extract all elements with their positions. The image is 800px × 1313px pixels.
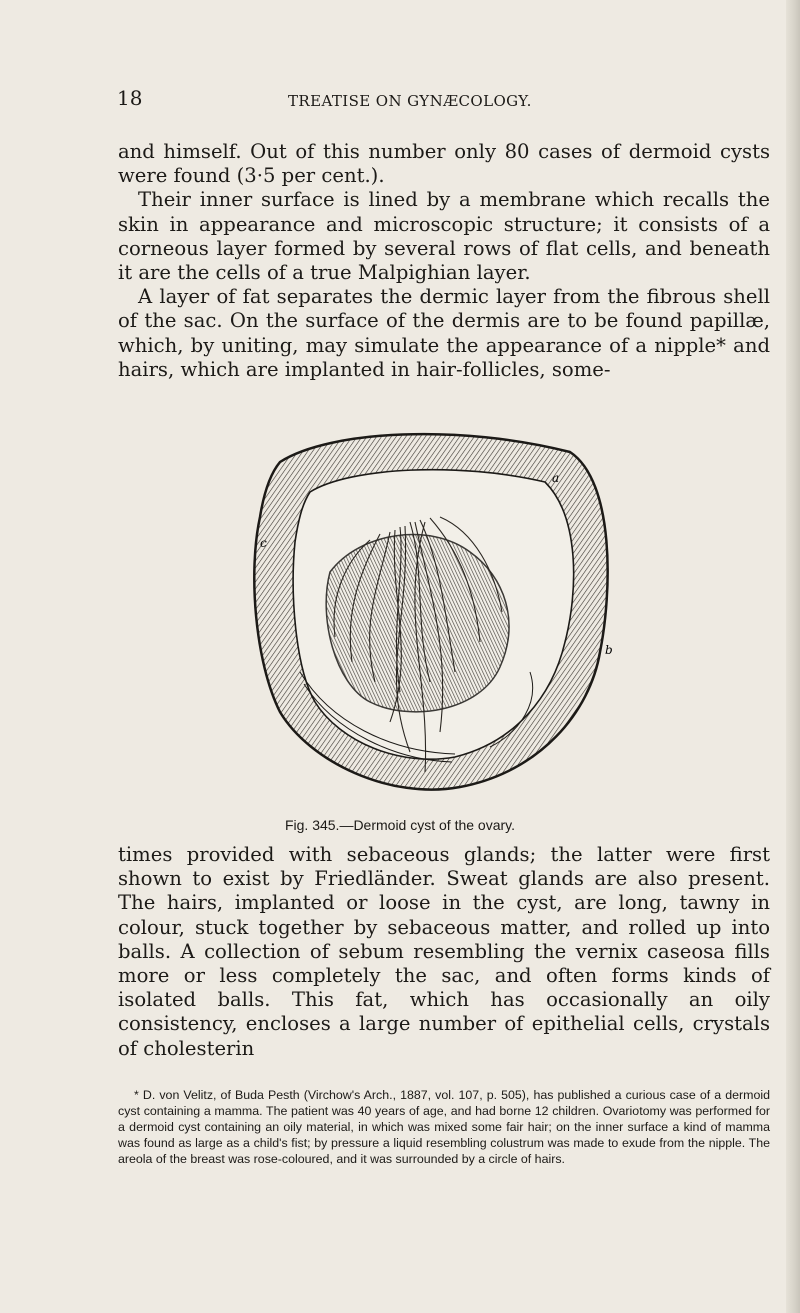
figure-caption: Fig. 345.—Dermoid cyst of the ovary. bbox=[284, 817, 516, 833]
figure-dermoid-cyst bbox=[240, 422, 620, 807]
running-title: TREATISE ON GYNÆCOLOGY. bbox=[288, 92, 532, 110]
paragraph-2: Their inner surface is lined by a membrane which recalls the skin in appearance and microscopic structure; it consists of a corneous layer formed by several rows of flat cells, and beneath it are the cells of a true Malpighian layer. bbox=[118, 188, 770, 285]
body-text-top bbox=[118, 140, 770, 382]
paragraph-4: times provided with sebaceous glands; the latter were first shown to exist by Friedländer. Sweat glands are also present. The hairs, implanted or loose in the cyst, are long, tawny in colour, stuck together by sebaceous matter, and rolled up into balls. A collection of sebum resembling the vernix caseosa fills more or less completely the sac, and often forms kinds of isolated balls. This fat, which has occasionally an oily consistency, encloses a large number of epithelial cells, crystals of cholesterin bbox=[118, 843, 770, 1060]
figure-label-a: a bbox=[552, 471, 560, 485]
page-edge-shadow bbox=[786, 0, 800, 1313]
page-header bbox=[0, 86, 800, 116]
page-number: 18 bbox=[117, 86, 143, 110]
paragraph-1: and himself. Out of this number only 80 cases of dermoid cysts were found (3·5 per cent.). bbox=[118, 140, 770, 188]
body-text-bottom bbox=[118, 843, 770, 1061]
dermoid-cyst-illustration bbox=[240, 422, 620, 807]
figure-label-b: b bbox=[605, 643, 613, 657]
paragraph-3: A layer of fat separates the dermic layer from the fibrous shell of the sac. On the surface of the dermis are to be found papillæ, which, by uniting, may simulate the appearance of a nipple* and hairs, which are implanted in hair-follicles, some- bbox=[118, 285, 770, 381]
figure-label-c: c bbox=[260, 536, 267, 550]
footnote: * D. von Velitz, of Buda Pesth (Virchow's Arch., 1887, vol. 107, p. 505), has published a curious case of a dermoid cyst containing a mamma. The patient was 40 years of age, and had borne 12 children. Ovariotomy was performed for a dermoid cyst containing an oily material, in which was mixed some fair hair; on the inner surface a kind of mamma was found as large as a child's fist; by pressure a liquid resembling colustrum was made to exude from the nipple. The areola of the breast was rose-coloured, and it was surrounded by a circle of hairs. bbox=[118, 1088, 770, 1166]
